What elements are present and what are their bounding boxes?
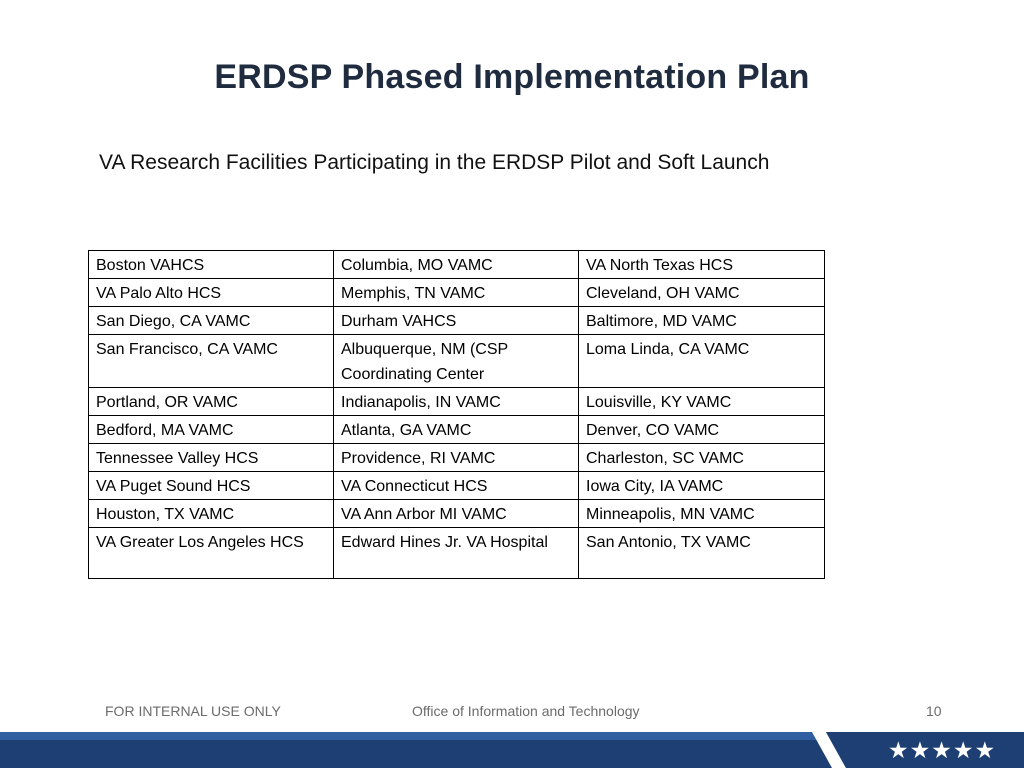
table-cell: Baltimore, MD VAMC [579,307,825,335]
table-cell: Loma Linda, CA VAMC [579,335,825,388]
table-cell: Columbia, MO VAMC [334,251,579,279]
table-cell: Louisville, KY VAMC [579,388,825,416]
table-cell: San Diego, CA VAMC [89,307,334,335]
table-row [89,335,825,388]
table-row [89,528,825,579]
table-cell: Minneapolis, MN VAMC [579,500,825,528]
table-cell: VA Ann Arbor MI VAMC [334,500,579,528]
table-cell: Atlanta, GA VAMC [334,416,579,444]
table-row [89,500,825,528]
table-row [89,444,825,472]
table-cell: Durham VAHCS [334,307,579,335]
five-star-icon: ★★★★★ [888,737,997,763]
table-cell: Boston VAHCS [89,251,334,279]
table-cell: Portland, OR VAMC [89,388,334,416]
table-cell: VA North Texas HCS [579,251,825,279]
table-cell: VA Palo Alto HCS [89,279,334,307]
table-cell: Denver, CO VAMC [579,416,825,444]
table-cell: VA Connecticut HCS [334,472,579,500]
table-row [89,472,825,500]
table-row [89,251,825,279]
table-cell: Tennessee Valley HCS [89,444,334,472]
table-cell: Albuquerque, NM (CSP Coordinating Center [334,335,579,388]
table-cell: Charleston, SC VAMC [579,444,825,472]
table-row [89,279,825,307]
table-cell: Memphis, TN VAMC [334,279,579,307]
table-row [89,388,825,416]
table-cell: Indianapolis, IN VAMC [334,388,579,416]
slide-subtitle: VA Research Facilities Participating in the ERDSP Pilot and Soft Launch [99,151,770,174]
table-cell: San Francisco, CA VAMC [89,335,334,388]
table-cell: Edward Hines Jr. VA Hospital [334,528,579,579]
table-cell: Bedford, MA VAMC [89,416,334,444]
table-cell: Houston, TX VAMC [89,500,334,528]
table-cell: Iowa City, IA VAMC [579,472,825,500]
table-cell: Cleveland, OH VAMC [579,279,825,307]
table-row [89,416,825,444]
slide-title: ERDSP Phased Implementation Plan [214,58,810,96]
table-row [89,307,825,335]
page-number: 10 [926,703,942,719]
table-cell: Providence, RI VAMC [334,444,579,472]
facilities-table [88,250,825,579]
table-cell: VA Puget Sound HCS [89,472,334,500]
footer-bar-graphic [0,732,1024,768]
table-cell: VA Greater Los Angeles HCS [89,528,334,579]
footer-bar [0,732,1024,768]
footer-office: Office of Information and Technology [412,703,640,719]
footer-classification: FOR INTERNAL USE ONLY [105,703,281,719]
table-cell: San Antonio, TX VAMC [579,528,825,579]
